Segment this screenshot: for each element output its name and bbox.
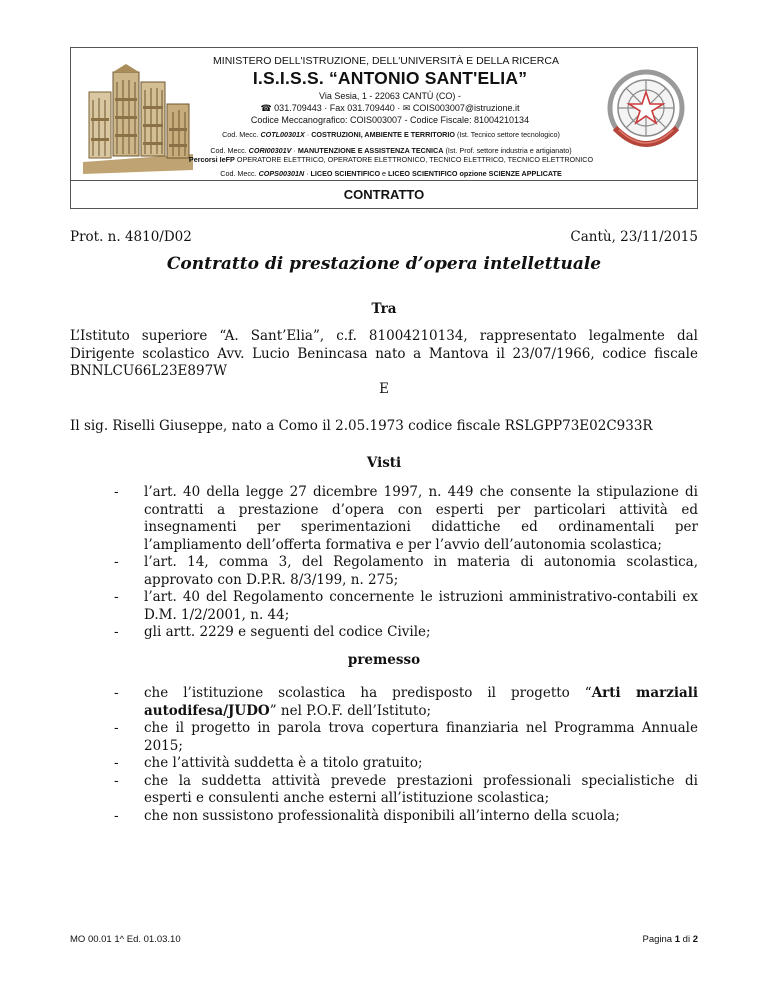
list-item: - l’art. 40 del Regolamento concernente le istruzioni amministrativo-contabili ex D.M. 1/2/2001, n. 44; <box>114 589 698 623</box>
list-item: - che l’attività suddetta è a titolo gratuito; <box>114 755 423 771</box>
school-address: Via Sesia, 1 - 22063 CANTÙ (CO) - <box>319 91 461 101</box>
section-tra: Tra <box>371 301 397 317</box>
iefp-line: Percorsi IeFP OPERATORE ELETTRICO, OPERATORE ELETTRONICO, TECNICO ELETTRICO, TECNICO ELETTRONICO <box>188 155 594 164</box>
list-item: - che l’istituzione scolastica ha predisposto il progetto “Arti marziali autodifesa/JUDO” nel P.O.F. dell’Istituto; <box>114 685 698 719</box>
conjunction-e: E <box>379 381 389 397</box>
mecc-line-professionale: Cod. Mecc. CORI00301V · MANUTENZIONE E ASSISTENZA TECNICA (Ist. Prof. settore industria e artigianato) <box>210 146 572 155</box>
place-date: Cantù, 23/11/2015 <box>570 229 698 245</box>
list-item: - l’art. 40 della legge 27 dicembre 1997, n. 449 che consente la stipulazione di contratti a prestazione d’opera con esperti per particolari attività ed insegnamenti per sperimentazioni didattiche ed ordinamentali per l’ampliamento dell’offerta formativa e per l’avvio dell’autonomia scolastica; <box>114 484 698 553</box>
school-name: I.S.I.S.S. “ANTONIO SANT'ELIA” <box>252 68 528 88</box>
list-item: - che la suddetta attività prevede prestazioni professionali specialistiche di esperti e consulenti anche esterni all’istituzione scolastica; <box>114 772 698 806</box>
party-expert: Il sig. Riselli Giuseppe, nato a Como il 2.05.1973 codice fiscale RSLGPP73E02C933R <box>70 418 653 434</box>
visti-list <box>114 484 698 642</box>
list-item: - che il progetto in parola trova copertura finanziaria nel Programma Annuale 2015; <box>114 720 698 754</box>
protocol-number: Prot. n. 4810/D02 <box>70 229 192 245</box>
list-item: - gli artt. 2229 e seguenti del codice Civile; <box>114 624 431 640</box>
party-institute: L’Istituto superiore “A. Sant’Elia”, c.f. 81004210134, rappresentato legalmente dal Dirigente scolastico Avv. Lucio Benincasa nato a Mantova il 23/07/1966, codice fiscale BNNLCU66L23E897W <box>70 328 698 379</box>
school-contacts: ☎ 031.709443 · Fax 031.709440 · ✉ COIS003007@istruzione.it <box>260 103 520 113</box>
mecc-line-tecnico: Cod. Mecc. COTL00301X · COSTRUZIONI, AMBIENTE E TERRITORIO (Ist. Tecnico settore tecnologico) <box>222 130 560 139</box>
letterhead-main <box>71 48 697 179</box>
school-codes: Codice Meccanografico: COIS003007 - Codice Fiscale: 81004210134 <box>250 115 530 125</box>
ministry-line: MINISTERO DELL'ISTRUZIONE, DELL'UNIVERSITÀ E DELLA RICERCA <box>213 55 559 67</box>
mecc-line-liceo: Cod. Mecc. COPS00301N · LICEO SCIENTIFICO e LICEO SCIENTIFICO opzione SCIENZE APPLICATE <box>220 169 562 178</box>
premesso-list <box>114 685 698 825</box>
document-type: CONTRATTO <box>343 187 425 202</box>
list-item: - l’art. 14, comma 3, del Regolamento in materia di autonomia scolastica, approvato con D.P.R. 8/3/199, n. 275; <box>114 554 698 588</box>
footer-doc-code: MO 00.01 1^ Ed. 01.03.10 <box>70 934 181 945</box>
section-visti: Visti <box>366 455 402 471</box>
contract-title: Contratto di prestazione d’opera intellettuale <box>166 254 602 274</box>
letterhead <box>70 47 698 209</box>
document-type-row <box>71 180 697 209</box>
italian-republic-emblem-icon <box>603 64 689 164</box>
footer-page-number: Pagina 1 di 2 <box>642 934 698 945</box>
list-item: - che non sussistono professionalità disponibili all’interno della scuola; <box>114 807 620 824</box>
section-premesso: premesso <box>347 652 421 668</box>
